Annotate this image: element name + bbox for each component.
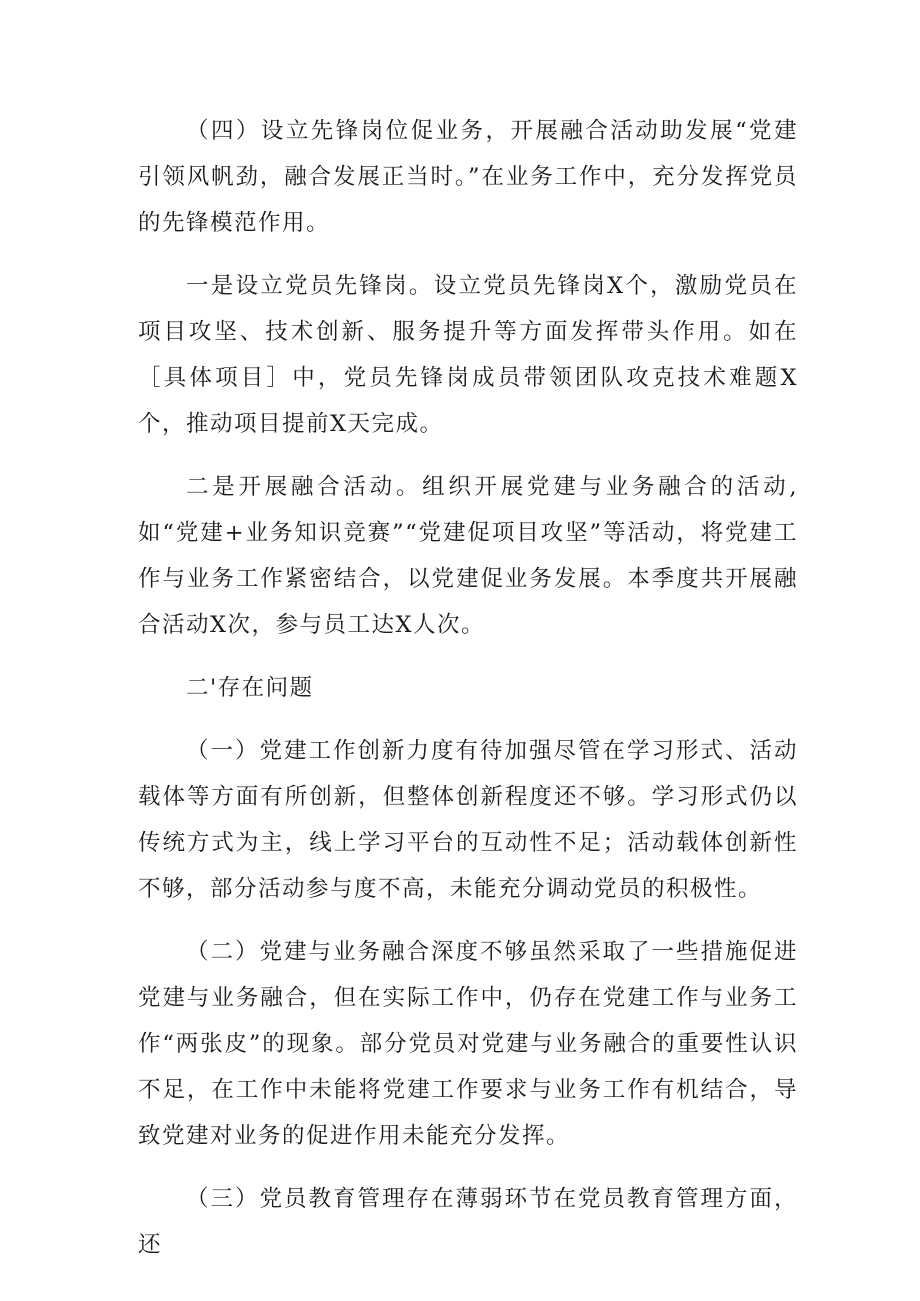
section-heading-problems: 二'存在问题 [186,675,314,701]
paragraph-problem-two: （二）党建与业务融合深度不够虽然采取了一些措施促进党建与业务融合，但在实际工作中，仍存在党建工作与业务工作“两张皮”的现象。部分党员对党建与业务融合的重要性认识不足，在工作中未能将党建工作要求与业务工作有机结合，导致党建对业务的促进作用未能充分发挥。 [138,939,798,1149]
document-body [138,108,798,1285]
paragraph-problem-three: （三）党员教育管理存在薄弱环节在党员教育管理方面，还 [138,1186,798,1258]
paragraph-problem-one: （一）党建工作创新力度有待加强尽管在学习形式、活动载体等方面有所创新，但整体创新程度还不够。学习形式仍以传统方式为主，线上学习平台的互动性不足；活动载体创新性不够，部分活动参与度不高，未能充分调动党员的积极性。 [138,738,798,902]
paragraph-integration-activities: 二是开展融合活动。组织开展党建与业务融合的活动,如“党建+业务知识竞赛”“党建促项目攻坚”等活动，将党建工作与业务工作紧密结合，以党建促业务发展。本季度共开展融合活动X次，参与员工达X人次。 [138,474,798,638]
paragraph-pioneer-post: 一是设立党员先锋岗。设立党员先锋岗X个，激励党员在项目攻坚、技术创新、服务提升等方面发挥带头作用。如在［具体项目］中，党员先锋岗成员带领团队攻克技术难题X个，推动项目提前X天完成。 [138,273,798,437]
paragraph-section-four: （四）设立先锋岗位促业务，开展融合活动助发展“党建引领风帆劲，融合发展正当时。”在业务工作中，充分发挥党员的先锋模范作用。 [138,118,798,236]
